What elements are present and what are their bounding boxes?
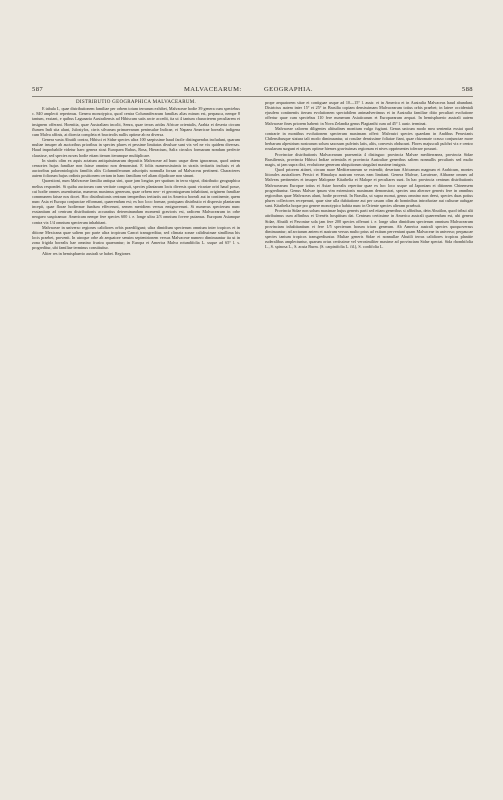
paragraph: Provincia Sidae non solum maximae hujus generis parti sed etiam generibus si affinibus, dein Abutilon, quod tribui alii attribuimus cum affinibus et Urenéis hospitium dat. Centrum certissime in America australi quaerendum est, ubi genera Sidae, Abutili et Pavoniae sola jam fere 200 species offerunt i. e. longe ultra dimidium specierum omnium Malvacearum provinciam inhabitantium et fere 1/5 specierum horum trium generum. Ab America australi species quoquoversus diminuuntur; ad arctarum antem et austrum versus multo prius ad exitum perveniunt quam Malvaceae in universo; perpaucae species tantum tropicos transgrediuntur. Multae generis Sidae et nonnullae Abutili terras calidiores tropicas planitie ruderalibus amplectuntur, quarum ortus certissime vel verosimiliter maxime ad provinciam Sidae spectat. Sida rhombifolia L., S. spinosa L., S. acuta Burm. (S. carpinifolia L. fil.), S. cordifolia L. <box>265 208 473 250</box>
running-head-left: MALVACEARUM: <box>184 86 242 93</box>
header-rule <box>32 96 473 97</box>
left-column <box>32 100 240 256</box>
paragraph: Quaestioni, num Malvaceae familia antiqua sint, quae jam longius per spatium in terra vigeat, distributio geographica melius respondet. Si quibu auctorum cum veritate congruit, species plantarum locis diversis quasi vicariae orirì haud posse, cui hodie omnes assentiuntur, numerus maximus generum, quae orbem neo- et gerontogaeum inhabitant, originem familiae communem faisse nos docet. Hoc distributionis centrum temperibus tertiariis aut in America boreali aut in continente, quem nunc Asia et Europa conjunctae efformant, quaerendum est; ex hoc loco formae, postquam distributio et dispersio plantarum incepit, quae florae hodiernae fundum effecerunt, semen meridiem versus emigraverunt. Si numerus specierum nunc exstantium ad centrum distributionis accuratius determinandum momenti gravioris est, radicem Malvacearum in orbe neogaeo suspicamur: Americam nempe fere species 600 i. e. longe ultra 2/3 omnium fovere putamus. Europam Asiamque contra vix 1/4 omnium specierum inhabitant. <box>32 178 240 225</box>
paragraph: In stratis olim ex aquis actatum antiquissimarum depositis Malvaceae ad hunc usque diem ignoramus, quod antem censortes hujus familiae non faisse omnino non demonstrat. E foliis numerosissimis in stratis tertiariis inclusis et ab auctoribus palaeontologicis familiis altis Columniferarum adscriptis nonnulla forsan ad Malvaceas pertinent. Characteres autem foliorum hujus ordinis positionem certam in hanc familiam vel aliam dijudicare non sinunt. <box>32 157 240 179</box>
paragraph: Aliter res in hemisphaerio australi se habet. Regiones <box>42 250 131 256</box>
paragraph: Genera vasta Abutili contra, Hibisci et Sidae species ultra 100 saepissime haud facile distinguendas includunt, quarum multae insuper ab auctoribus prioribus in species plures et pessime limitatas divulsae sunt vix vel ne vix quidem diversas. Haud improbabile videtur haec genera sicut Europaea Rubus, Rosa, Hieracium, Salix circulos formarum nondum perfecte clausisse, sed species novas hodie etiam iterum iterumque multiplicare. <box>32 137 240 158</box>
running-head-right: GEOGRAPHIA. <box>264 86 313 93</box>
paragraph: Malvaceae in universo regiones calidiores orbis praediligunt; ultra dimidium specierum omnium inter tropicos et in ditione Mexicana quae saltem pro parte ultra tropicum Cancri transgreditur, sed climata zonae calidissimae simillima his locis praebet, provenit. In utroque orbe ab aequatore sensim septentrionem versus Malvaceae numero diminuuntur ita ut in zona frigida borealis hae omnino frustra quaerantur; in Europa et America Malva rotundifolia L. usque ad 65° l. s. progreditur, ubi familiae terminus constituitur. <box>32 224 240 251</box>
section-title: DISTRIBUTIO GEOGRAPHICA MALVACEARUM. <box>75 100 197 105</box>
page-number-right: 588 <box>461 86 473 93</box>
paragraph: prope aequatorem sitae et contiguae usque ad 10—15° l. austr. et in America et in Australia Malvaceas haud abundant. Districtus autem inter 15° et 25° in Brasilia copiam densissimam Malvacearum totius orbis praebet; in latere occidentali ejusdem continentis iterum evolutionem spectabilem animadvertimus et in Australia familiae ditio peculiari evolutione offertur quae cum speciebus 110 fere numerum Asiaticarum et Europaearum aequat. In hemisphaerio australi autem Malvaceae fines priorem habent: in Nova Zelandia genus Plagianthi cum ad 45° l. austr. terminat. <box>265 100 473 126</box>
paragraph: Quod priorem attinet, circum mare Mediterraneum se extendit; desertum Africanum magnum et Arabicum, montes littorales australiores Persici et Himalaya austrum versus eam limitant. Genera Malvae, Lavaterae, Althaeae omnes ad Malveas pertinentes et insuper Malopeae Kitaibelia et Malope ei peculiares sunt. In hac provincia centrum distributionis Malvacearum Europae totius et Asiae borealis reperitur quae ex hoc loco usque ad Japoniam et ditionem Chinensem progrediuntur. Genus Malvae ipsum vim extensionis maximam demonstrat, species una alterave generis fere in omnibus regionibus quae Malvaceas alunt, hodie provenit. In Brasilia, ut supra monui, genus omnino non deest, species duas potius plures collectores receperunt, quae sine ulla dubitatione aut per casum olim ab hominibus introductae aut culturae aufugae sunt. Kitaibelia hoque pro genere monotypico habita nunc in Oriente species alteram praebuit. <box>265 167 473 209</box>
paragraph: Provinciae distributionis Malvacearum praesentia 4 distinguo: provincia Malvae mediterranea, provincia Sidae Brasiliensis, provincia Hibisci Indiae orientalis et provincia Australiae generibus saltem nonnullis peculiaris sed multo magis, ut jam supra dixi, evolutione generum ubiquitorum singulari maxime insignis. <box>265 151 473 167</box>
right-column <box>265 100 473 250</box>
paragraph: Malvaceae calorem diligentes altitudines montium vulgo fugiunt. Genus unicum modo mea sententia exstat quod contrarie in montibus evolutionem specierum maximam offert: Malvastri species quaedam in Andibus Peruvianis Chilensibusque statura tali modo diminuuntur, ut rosulae densissime foliatae fiant, quae rhizomate crasso conjunctae more herbarum alpestrium nostrarum solum saxosum pulvinis latis, altis, convexis obducunt. Flores majusculi pulchri vix e centro rosularum surgunt et stirpes optime hiemes gravissimas regionum et nives opprimentes tolerare possunt. <box>265 125 473 152</box>
paragraph: E tabula I., quae distributionem familiae per orbem totum terrarum exhibet, Malvaceae hodie 39 genera cum speciebus c. 840 amplecti reperimus. Genera monotypica, quod centra Columniferarum familias alias mirum est, perpauca, nempe 8 tantum, exstant, e quibus Lagunaria Australiensis ad Hibiscum satis arcte accedit, ita ut 4 tantum characterem peculiarem et insignem offerant. Hoenitia, quae Australiam incolit, Senra, quae terras aridas Africae orientalis, Arabia et deserta circum flumen Indi sita alunt, Julostylos, cirris silvarum primaevarum peninsulae Indicae, et Napaea Americae borealis indigena cum Malva affinis, at dioecia completa et bracteolis nullis optime ab ea diversa. <box>32 106 240 137</box>
page-number-left: 587 <box>32 86 44 93</box>
